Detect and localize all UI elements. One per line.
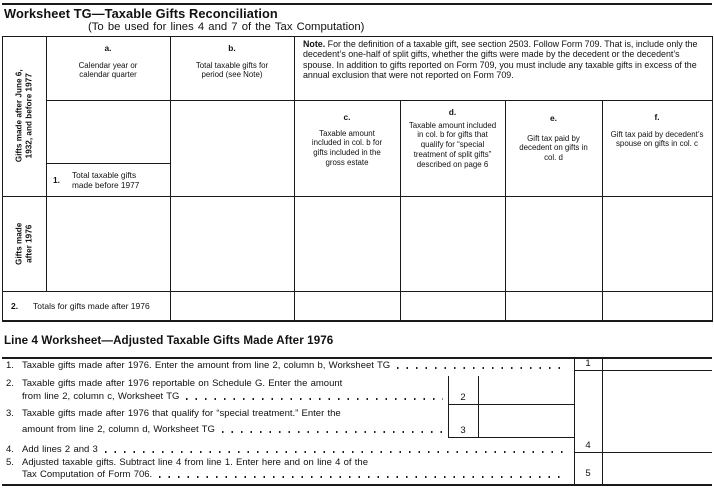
line4ws-line-3 <box>6 408 446 420</box>
row-group-after-1976 <box>2 196 46 291</box>
cell-line4-amount[interactable] <box>603 371 712 451</box>
item-box-5: 5 <box>585 468 591 479</box>
note <box>296 39 709 81</box>
line4ws-line-3-cont <box>22 424 446 436</box>
cell-after1976-col-e[interactable] <box>506 197 601 290</box>
column-letter-b: b. <box>228 43 236 53</box>
row-group-before-1977 <box>2 36 46 196</box>
dot-leader <box>186 398 443 400</box>
column-letter-c: c. <box>343 112 351 122</box>
table-row-2 <box>2 291 170 320</box>
column-letter-e: e. <box>550 113 557 123</box>
column-header-e <box>506 114 601 163</box>
line-5-text-cont: Tax Computation of Form 706. <box>22 469 153 480</box>
worksheet-tg-subtitle: (To be used for lines 4 and 7 of the Tax Computation) <box>88 21 365 33</box>
rule-line4ws-bottom <box>2 484 712 486</box>
column-heading-c: Taxable amount included in col. b for gifts included in the gross estate <box>311 128 383 167</box>
cell-totals-col-c[interactable] <box>295 292 399 319</box>
cell-line1-amount[interactable] <box>603 358 712 369</box>
item-box-3: 3 <box>460 425 466 436</box>
column-heading-b: Total taxable gifts for period (see Note) <box>195 60 269 80</box>
cell-before1977-col-b[interactable] <box>171 101 293 195</box>
line4ws-line-2 <box>6 378 446 390</box>
rule-page-top <box>2 3 712 5</box>
cell-totals-col-d[interactable] <box>401 292 504 319</box>
row-group-before-1977-label: Gifts made after June 6, 1932, and before 1977 <box>14 69 34 163</box>
worksheet-tg-title: Worksheet TG—Taxable Gifts Reconciliation <box>4 6 278 21</box>
cell-totals-col-e[interactable] <box>506 292 601 319</box>
rule-line3-bottom <box>448 437 574 438</box>
line4ws-line-5-cont <box>22 469 570 481</box>
column-heading-a: Calendar year or calendar quarter <box>78 60 138 80</box>
line-2-number: 2. <box>6 378 14 389</box>
cell-after1976-col-a[interactable] <box>47 197 169 290</box>
cell-after1976-col-d[interactable] <box>401 197 504 290</box>
table-row-1 <box>46 164 170 195</box>
dot-leader <box>222 431 443 433</box>
rule-table-right <box>712 36 713 322</box>
dot-leader <box>159 476 567 478</box>
cell-after1976-col-c[interactable] <box>295 197 399 290</box>
column-header-f <box>603 113 711 149</box>
line-5-text: Adjusted taxable gifts. Subtract line 4 from line 1. Enter here and on line 4 of the <box>22 457 368 468</box>
line4-worksheet-title: Line 4 Worksheet—Adjusted Taxable Gifts Made After 1976 <box>4 334 334 347</box>
note-label: Note. <box>303 39 326 49</box>
line-4-text: Add lines 2 and 3 <box>22 444 98 455</box>
column-header-d <box>401 108 504 169</box>
cell-after1976-col-b[interactable] <box>171 197 293 290</box>
item-box-1: 1 <box>585 358 591 369</box>
row-group-after-1976-label: Gifts made after 1976 <box>14 222 33 265</box>
row-2-number: 2. <box>11 300 19 311</box>
column-letter-f: f. <box>654 112 660 122</box>
item-box-4: 4 <box>585 440 591 451</box>
cell-totals-col-b[interactable] <box>171 292 293 319</box>
line-4-number: 4. <box>6 444 14 455</box>
column-heading-d: Taxable amount included in col. b for gifts that qualify for “special treatment of split gifts” described on page 6 <box>408 120 497 169</box>
column-heading-f: Gift tax paid by decedent’s spouse on gifts in col. c <box>610 129 704 149</box>
line4ws-line-5 <box>6 457 570 469</box>
item-box-2: 2 <box>460 392 466 403</box>
rule-item-box-left <box>574 357 575 485</box>
rule-table-top <box>2 36 712 38</box>
column-heading-e: Gift tax paid by decedent on gifts in col. d <box>519 133 588 163</box>
note-text: For the definition of a taxable gift, see section 2503. Follow Form 709. That is, include only the decedent’s one-half of split gifts, whether the gifts were made by the decedent or the decedent’s spouse. In addition to gifts reported on Form 709, you must include any taxable gifts in excess of the annual exclusion that were not reported on Form 709. <box>303 39 698 81</box>
column-header-c <box>295 113 399 168</box>
dot-leader <box>397 367 567 369</box>
line-2-text-cont: from line 2, column c, Worksheet TG <box>22 391 180 402</box>
row-1-label: Total taxable gifts made before 1977 <box>72 169 140 190</box>
column-letter-d: d. <box>448 107 457 117</box>
cell-line3-amount[interactable] <box>479 405 573 436</box>
row-1-number: 1. <box>53 174 60 185</box>
cell-line5-amount[interactable] <box>603 453 712 483</box>
line-3-text-cont: amount from line 2, column d, Worksheet TG <box>22 424 215 435</box>
line-1-text: Taxable gifts made after 1976. Enter the amount from line 2, column b, Worksheet TG <box>22 360 391 371</box>
line-5-number: 5. <box>6 457 14 468</box>
line4ws-line-1 <box>6 360 570 372</box>
cell-totals-col-f[interactable] <box>603 292 711 319</box>
row-2-label: Totals for gifts made after 1976 <box>33 300 150 311</box>
dot-leader <box>105 451 567 453</box>
line-3-text: Taxable gifts made after 1976 that qualify for “special treatment.” Enter the <box>22 408 341 419</box>
column-letter-a: a. <box>104 43 112 53</box>
rule-table-bottom <box>2 320 712 322</box>
line-1-number: 1. <box>6 360 14 371</box>
line-3-number: 3. <box>6 408 14 419</box>
cell-line2-amount[interactable] <box>479 377 573 403</box>
column-header-a <box>47 44 169 80</box>
cell-after1976-col-f[interactable] <box>603 197 711 290</box>
cell-before1977-col-a[interactable] <box>47 101 169 162</box>
column-header-b <box>171 44 293 80</box>
line-2-text: Taxable gifts made after 1976 reportable on Schedule G. Enter the amount <box>22 378 343 389</box>
line4ws-line-4 <box>6 444 570 456</box>
line4ws-line-2-cont <box>22 391 446 403</box>
